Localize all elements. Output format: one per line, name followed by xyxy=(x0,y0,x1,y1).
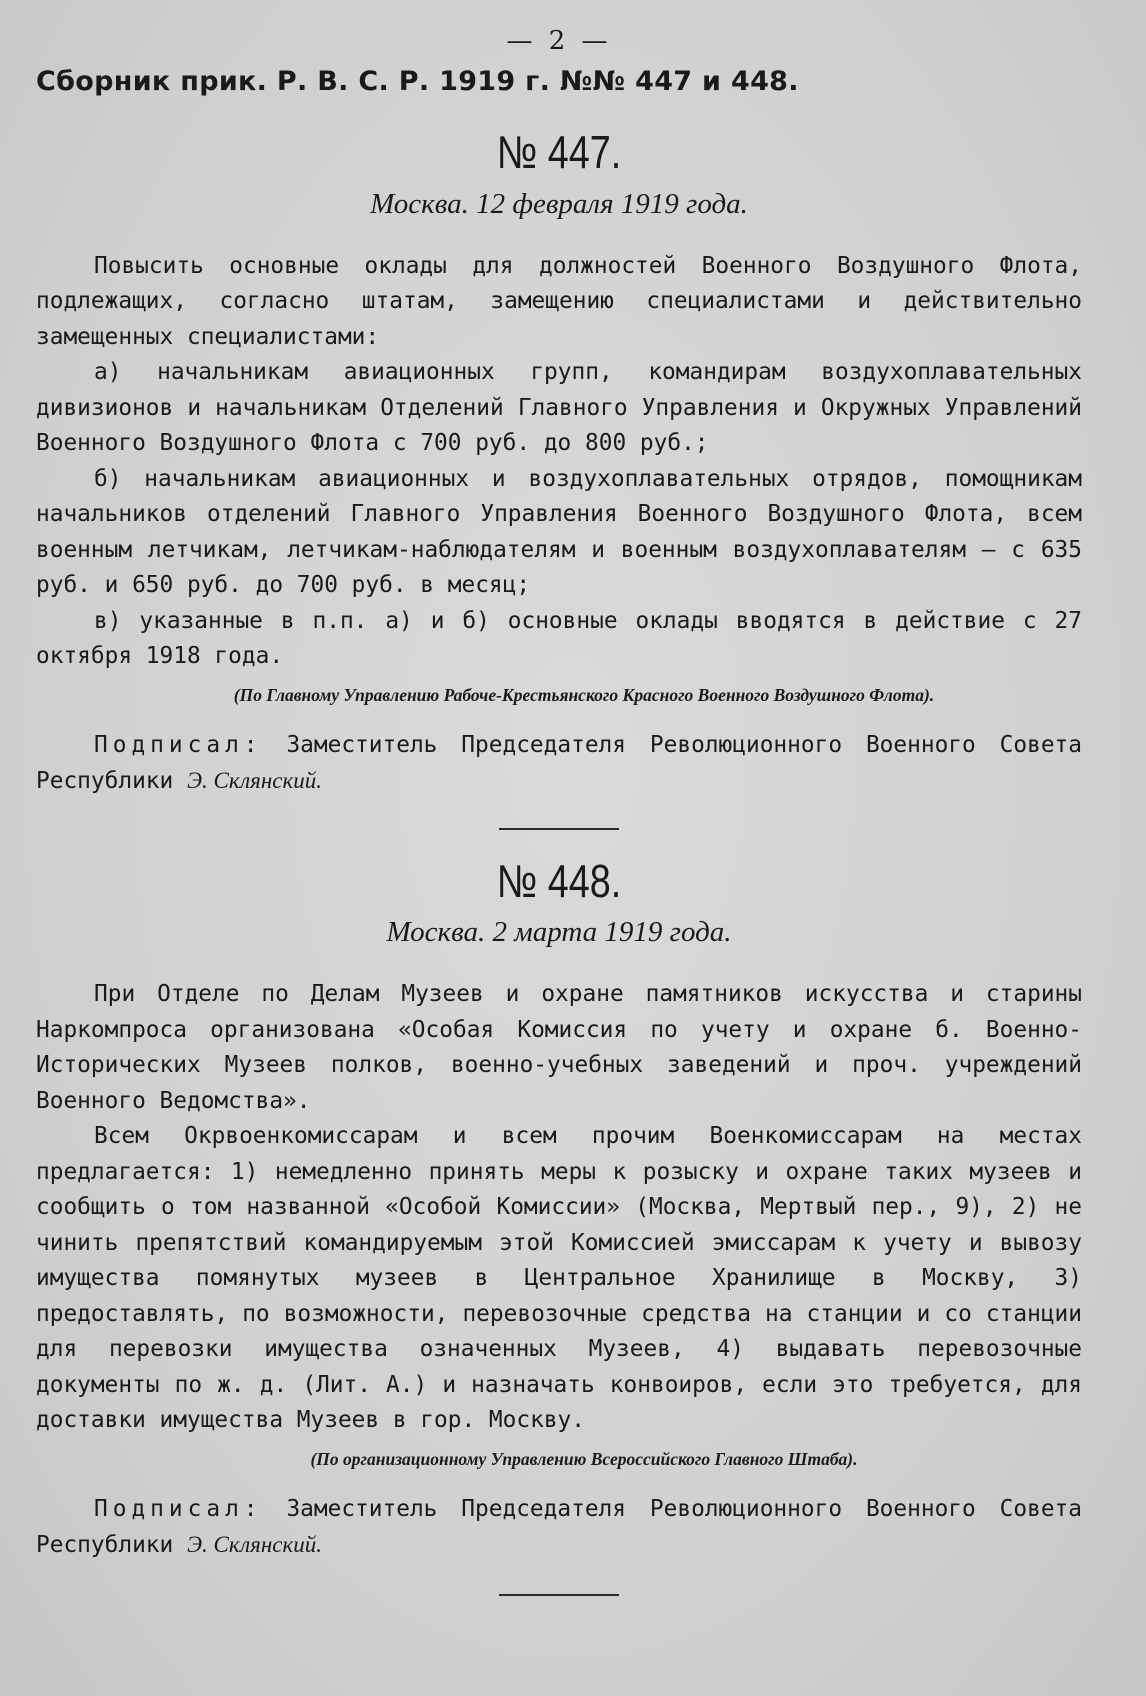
signed-label: Подписал: xyxy=(94,731,263,758)
signer-name: Э. Склянский. xyxy=(186,1532,322,1558)
signed-position: Заместитель Председателя Революционного Военного Совета Республики xyxy=(36,1495,1082,1559)
section-divider xyxy=(499,828,619,830)
order-paragraph: Всем Окрвоенкомиссарам и всем прочим Военкомиссарам на местах предлагается: 1) немедленно принять меры к розыску и охране таких музеев и сообщить о том названной «Особой Комиссии» (Москва, Мертвый пер., 9), 2) не чинить препятствий командируемым этой Комиссией эмиссарам к учету и вывозу имущества помянутых музеев в Центральное Хранилище в Москву, 3) предоставлять, по возможности, перевозочные средства на станции и со станции для перевозки имущества означенных Музеев, 4) выдавать перевозочные документы по ж. д. (Лит. А.) и назначать конвоиров, если это требуется, для доставки имущества Музеев в гор. Москву. xyxy=(36,1123,1082,1434)
order-paragraph: а) начальникам авиационных групп, командирам воздухоплавательных дивизионов и начальникам Отделений Главного Управления и Окружных Управлений Военного Воздушного Флота с 700 руб. до 800 руб.; xyxy=(36,359,1082,457)
order-paragraph: в) указанные в п.п. а) и б) основные оклады вводятся в действие с 27 октября 1918 года. xyxy=(36,607,1082,670)
signed-position: Заместитель Председателя Революционного Военного Совета Республики xyxy=(36,731,1082,795)
order-date: Москва. 2 марта 1919 года. xyxy=(386,916,732,949)
order-source: (По Главному Управлению Рабоче-Крестьянского Красного Военного Воздушного Флота). xyxy=(233,684,935,705)
running-head: Сборник прик. Р. В. С. Р. 1919 г. №№ 447 и 448. xyxy=(36,66,799,97)
signature-block xyxy=(36,1492,1082,1564)
order-447 xyxy=(36,127,1082,800)
order-date: Москва. 12 февраля 1919 года. xyxy=(370,187,748,220)
order-number: № 448. xyxy=(496,854,622,907)
signature-block xyxy=(36,728,1082,800)
signed-label: Подписал: xyxy=(94,1495,263,1522)
order-paragraph: б) начальникам авиационных и воздухоплавательных отрядов, помощникам начальников отделений Главного Управления Военного Воздушного Флота, всем военным летчикам, летчикам-наблюдателям и военным воздухоплавателям — с 635 руб. и 650 руб. до 700 руб. в месяц; xyxy=(36,465,1082,599)
order-number: № 447. xyxy=(496,126,622,178)
order-paragraph: Повысить основные оклады для должностей Военного Воздушного Флота, подлежащих, согласно штатам, замещению специалистами и действительно замещенных специалистами: xyxy=(36,252,1082,350)
signer-name: Э. Склянский. xyxy=(186,768,322,794)
section-divider xyxy=(499,1594,619,1596)
order-448 xyxy=(36,856,1082,1564)
page-number: — 2 — xyxy=(506,26,612,56)
order-paragraph: При Отделе по Делам Музеев и охране памятников искусства и старины Наркомпроса организована «Особая Комиссия по учету и охране б. Военно-Исторических Музеев полков, военно-учебных заведений и проч. учреждений Военного Ведомства». xyxy=(36,981,1082,1114)
order-source: (По организационному Управлению Всероссийского Главного Штаба). xyxy=(310,1448,858,1469)
